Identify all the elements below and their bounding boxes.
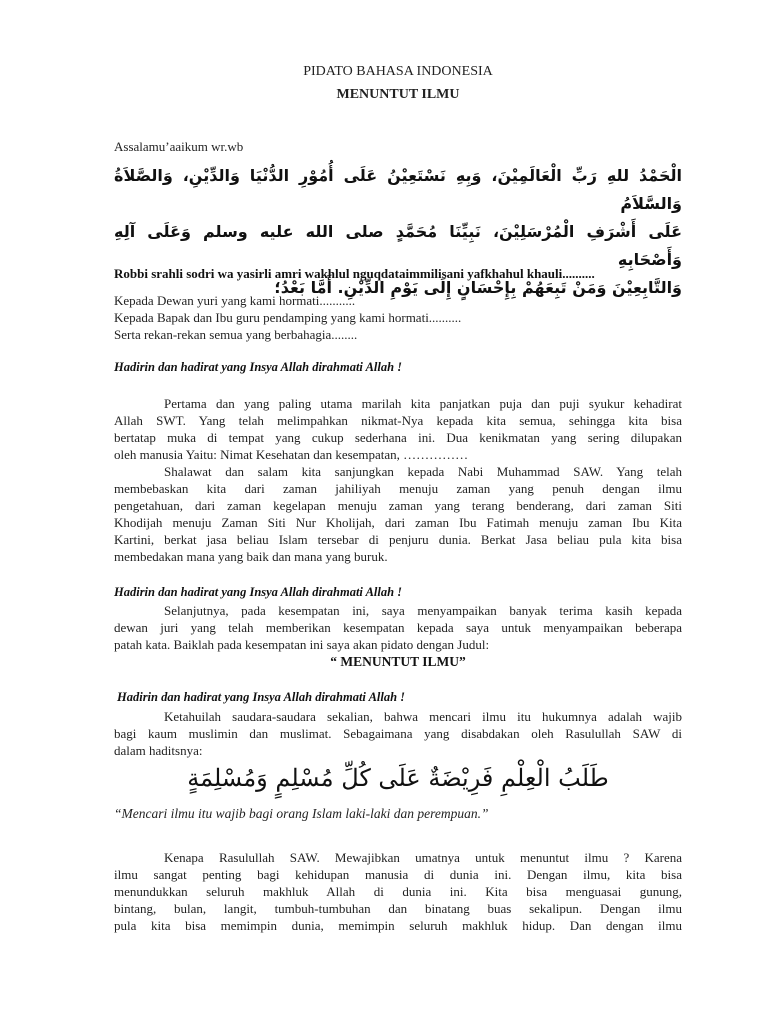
text-line: Pertama dan yang paling utama marilah kita panjatkan puja dan puji syukur kehadirat [164,396,682,411]
arabic-line: الْحَمْدُ للهِ رَبِّ الْعَالَمِيْنَ، وَبِهِ نَسْتَعِيْنُ عَلَى أُمُوْرِ الدُّنْيَا وَالدِّيْنِ، وَالصَّلاَةُ وَالسَّلاَمُ [114,166,682,213]
text-line: bintang, bulan, langit, tumbuh-tumbuhan dan binatang buas sekalipun. Dengan ilmu [114,901,682,916]
text-line: membebaskan kita dari zaman jahiliyah menuju zaman yang penuh dengan ilmu [114,481,682,496]
text-line: Selanjutnya, pada kesempatan ini, saya menyampaikan banyak terima kasih kepada [164,603,682,618]
text-line: oleh manusia Yaitu: Nimat Kesehatan dan kesempatan, …………… [114,447,469,462]
text-line: Khodijah menuju Zaman Siti Nur Kholijah, dari zaman Ibu Fatimah menuju zaman Ibu Kita [114,515,682,530]
text-line: pula kita bisa memimpin dunia, memimpin seluruh makhluk hidup. Dan dengan ilmu [114,918,682,933]
salutation-line: Kepada Dewan yuri yang kami hormati........... [114,293,356,308]
text-line: Kenapa Rasulullah SAW. Mewajibkan umatnya untuk menuntut ilmu ? Karena [164,850,682,865]
salutation-line: Serta rekan-rekan semua yang berbahagia........ [114,327,358,342]
text-line: Shalawat dan salam kita sanjungkan kepada Nabi Muhammad SAW. Yang telah [164,464,682,479]
text-line: pengetahuan, dari zaman kegelapan menuju zaman yang terang benderang, dari zaman Siti [114,498,682,513]
text-line: ilmu sangat penting bagi kehidupan manusia di dunia ini. Dengan ilmu, kita bisa [114,867,682,882]
prayer-text: Robbi srahli sodri wa yasirli amri wakhlul nguqdataimmilisani yafkhahul khauli.......... [114,266,595,281]
salutation-line: Kepada Bapak dan Ibu guru pendamping yang kami hormati.......... [114,310,462,325]
arabic-line: وَالتَّابِعِيْنَ وَمَنْ تَبِعَهُمْ بِإِحْسَانٍ إِلَى يَوْمِ الدِّيْنِ. أَمَّا بَعْدُ؛ [274,278,682,297]
paragraph-4 [114,708,682,759]
arabic-line: عَلَى أَشْرَفِ الْمُرْسَلِيْنَ، نَبِيِّنَا مُحَمَّدٍ صلى الله عليه وسلم وَعَلَى آلِهِ وَأَصْحَابِهِ [114,222,682,269]
hadith-translation: “Mencari ilmu itu wajib bagi orang Islam laki-laki dan perempuan.” [114,806,489,821]
text-line: bagi kaum muslimin dan muslimat. Sebagaimana yang disabdakan oleh Rasulullah SAW di [114,726,682,741]
text-line: dewan juri yang telah memberikan kesempatan kepada saya untuk menyampaikan beberapa [114,620,682,635]
document-subtitle: MENUNTUT ILMU [336,87,460,102]
text-line: Kartini, berkat jasa beliau Islam tersebar di penjuru dunia. Berkat Jasa beliau pula kita bisa [114,532,682,547]
text-line: Allah SWT. Yang telah melimpahkan nikmat-Nya kepada kita semua, sehingga kita bisa [114,413,682,428]
text-line: Ketahuilah saudara-saudara sekalian, bahwa mencari ilmu itu hukumnya adalah wajib [164,709,682,724]
speech-title: “ MENUNTUT ILMU” [330,654,466,669]
section-heading: Hadirin dan hadirat yang Insya Allah dirahmati Allah ! [114,360,403,374]
text-line: menundukkan seluruh makhluk Allah di dunia ini. Kita bisa menguasai gunung, [114,884,682,899]
document-title: PIDATO BAHASA INDONESIA [303,64,493,79]
paragraph-1 [114,395,682,565]
section-heading: Hadirin dan hadirat yang Insya Allah dirahmati Allah ! [117,690,406,704]
hadith-arabic: طَلَبُ الْعِلْمِ فَرِيْضَةٌ عَلَى كُلِّ مُسْلِمٍ وَمُسْلِمَةٍ [187,764,609,792]
text-line: patah kata. Baiklah pada kesempatan ini saya akan pidato dengan Judul: [114,637,490,652]
paragraph-3 [114,602,682,653]
section-heading: Hadirin dan hadirat yang Insya Allah dirahmati Allah ! [114,585,403,599]
salutations [114,292,682,343]
paragraph-5 [114,849,682,934]
text-line: dalam haditsnya: [114,743,203,758]
greeting: Assalamu’aaikum wr.wb [114,139,244,154]
text-line: bertatap muka di tempat yang cukup sederhana ini. Dua kenikmatan yang sering dilupakan [114,430,682,445]
text-line: membedakan mana yang baik dan mana yang buruk. [114,549,388,564]
